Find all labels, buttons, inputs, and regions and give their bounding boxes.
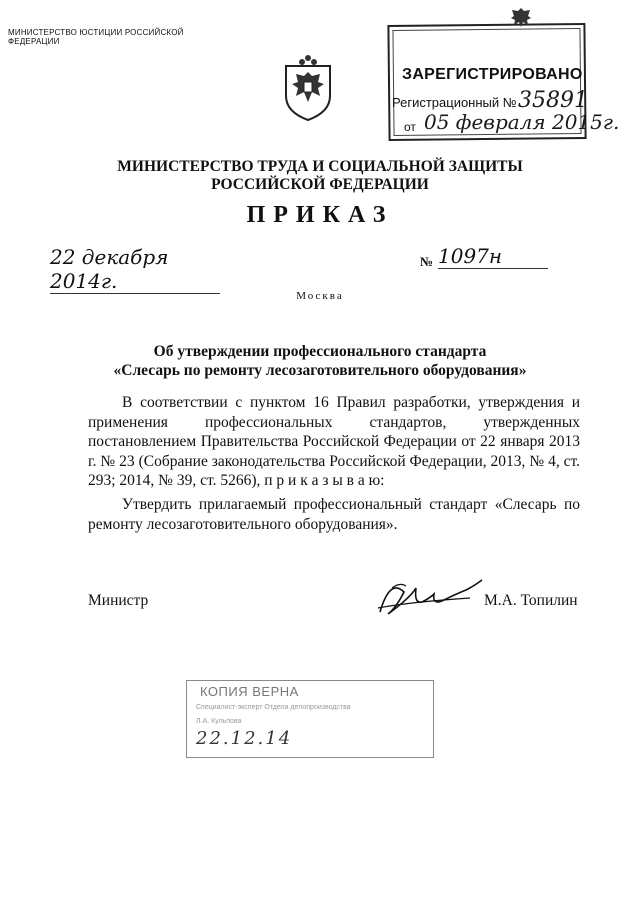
certification-date: 22.12.14 [196, 728, 293, 749]
document-type: ПРИКАЗ [246, 202, 394, 228]
registration-number-label: Регистрационный № [392, 95, 517, 110]
signatory-name: М.А. Топилин [484, 592, 578, 609]
certification-line-1: Специалист-эксперт Отдела делопроизводства [196, 704, 351, 711]
subject-line-1: Об утверждении профессионального стандарта [153, 343, 487, 360]
order-number: 1097н [438, 244, 548, 269]
eagle-icon [508, 4, 534, 28]
order-date: 22 декабря 2014г. [50, 245, 220, 294]
ministry-name [0, 158, 640, 194]
registration-date: 05 февраля 2015г. [424, 110, 620, 134]
registration-title: ЗАРЕГИСТРИРОВАНО [402, 66, 583, 83]
signatory-position: Министр [88, 592, 149, 609]
body-paragraph-2: Утвердить прилагаемый профессиональный стандарт «Слесарь по ремонту лесозаготовительного оборудования». [88, 496, 580, 533]
ministry-line-1: МИНИСТЕРСТВО ТРУДА И СОЦИАЛЬНОЙ ЗАЩИТЫ [117, 158, 523, 175]
coat-of-arms-icon [280, 52, 336, 122]
body-paragraph-1: В соответствии с пунктом 16 Правил разработки, утверждения и применения профессиональных стандартов, утвержденных постановлением Правительства Российской Федерации от 22 января 2013 г. № 23 (Собрание законодательства Российской Федерации, 2013, № 4, ст. 293; 2014, № 39, ст. 5266), п р и к а з ы в а ю: [88, 394, 580, 489]
ministry-line-2: РОССИЙСКОЙ ФЕДЕРАЦИИ [211, 176, 429, 193]
order-subject [0, 342, 640, 380]
registration-ministry: МИНИСТЕРСТВО ЮСТИЦИИ РОССИЙСКОЙ ФЕДЕРАЦИИ [8, 28, 184, 46]
certification-title: КОПИЯ ВЕРНА [200, 684, 299, 699]
city: Москва [296, 290, 344, 302]
signature-icon [370, 568, 500, 628]
subject-line-2: «Слесарь по ремонту лесозаготовительного оборудования» [113, 362, 527, 379]
registration-number: 35891 [518, 88, 588, 113]
registration-date-prefix: от [404, 120, 416, 134]
certification-line-2: Л.А. Кульпова [196, 718, 242, 725]
order-number-label: № [420, 254, 434, 269]
